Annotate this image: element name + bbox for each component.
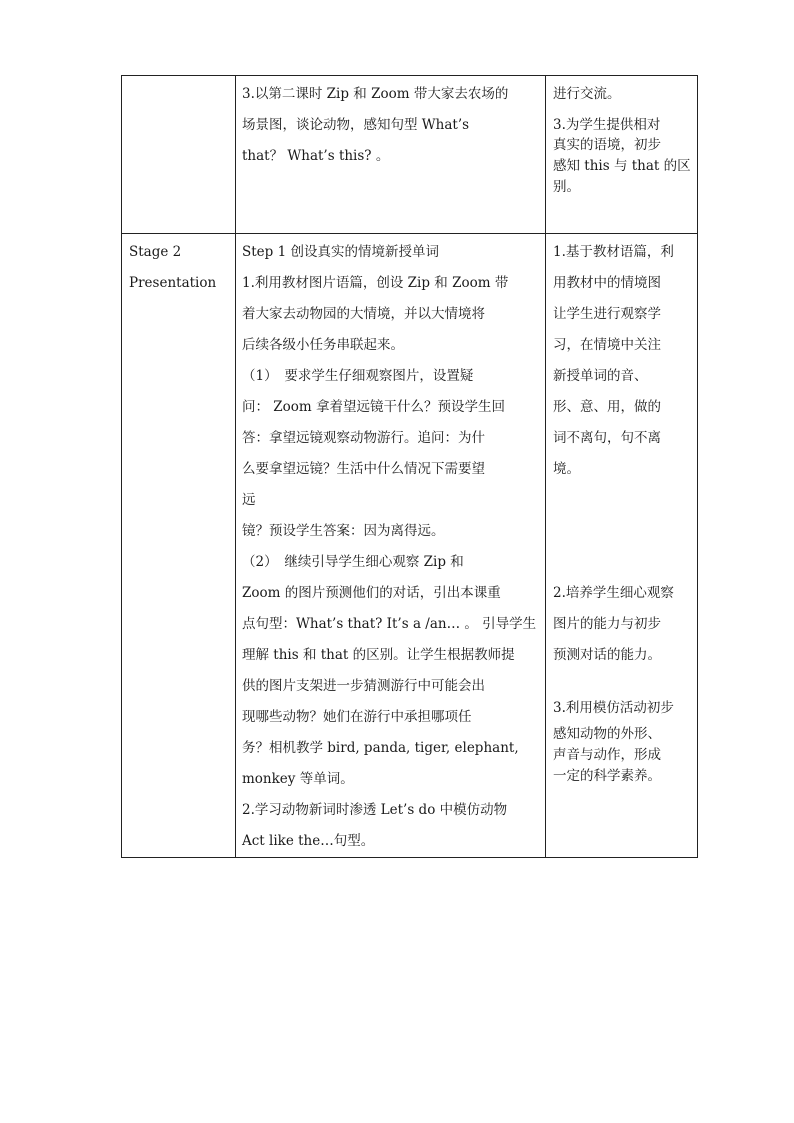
process-line: （1） 要求学生仔细观察图片，设置疑 xyxy=(242,368,474,384)
process-line: 问： Zoom 拿着望远镜干什么？预设学生回 xyxy=(242,399,506,415)
purpose-line: 预测对话的能力。 xyxy=(553,647,661,663)
purpose-line: 2.培养学生细心观察 xyxy=(553,585,674,601)
process-line: 答：拿望远镜观察动物游行。追问：为什 xyxy=(242,430,485,446)
process-line: 场景图，谈论动物，感知句型 What’s xyxy=(242,117,470,133)
purpose-line: 图片的能力与初步 xyxy=(553,616,661,632)
purpose-line: 习，在情境中关注 xyxy=(553,337,661,353)
process-line: 么要拿望远镜？生活中什么情况下需要望 xyxy=(242,461,485,477)
table-row xyxy=(122,234,698,858)
table-row xyxy=(122,76,698,234)
purpose-cell xyxy=(546,76,698,234)
purpose-line: 真实的语境，初步 xyxy=(553,137,661,153)
process-line: 镜？预设学生答案：因为离得远。 xyxy=(242,523,445,539)
process-line: 着大家去动物园的大情境，并以大情境将 xyxy=(242,306,485,322)
stage-cell xyxy=(122,76,236,234)
process-line: 远 xyxy=(242,492,256,508)
purpose-line: 别。 xyxy=(553,179,580,195)
process-line: 现哪些动物？她们在游行中承担哪项任 xyxy=(242,709,472,725)
process-cell xyxy=(236,234,546,858)
purpose-line: 让学生进行观察学 xyxy=(553,306,661,322)
process-line: 后续各级小任务串联起来。 xyxy=(242,337,404,353)
purpose-line: 3.利用模仿活动初步 xyxy=(553,700,674,716)
purpose-line: 新授单词的音、 xyxy=(553,368,648,384)
purpose-line: 1.基于教材语篇，利 xyxy=(553,244,674,260)
purpose-line: 用教材中的情境图 xyxy=(553,275,661,291)
purpose-line: 声音与动作，形成 xyxy=(553,747,661,763)
process-line: 3.以第二课时 Zip 和 Zoom 带大家去农场的 xyxy=(242,86,509,102)
process-cell xyxy=(236,76,546,234)
process-line: 1.利用教材图片语篇，创设 Zip 和 Zoom 带 xyxy=(242,275,509,291)
purpose-line: 形、意、用，做的 xyxy=(553,399,661,415)
stage-label: Stage 2 xyxy=(129,244,182,260)
stage-cell xyxy=(122,234,236,858)
purpose-line: 感知 this 与 that 的区 xyxy=(553,158,691,174)
purpose-line: 词不离句，句不离 xyxy=(553,430,661,446)
process-line: Zoom 的图片预测他们的对话，引出本课重 xyxy=(242,585,501,601)
process-line: 2.学习动物新词时渗透 Let’s do 中模仿动物 xyxy=(242,802,508,818)
process-line: monkey 等单词。 xyxy=(242,771,354,787)
process-line: Act like the…句型。 xyxy=(242,833,375,849)
process-line: （2） 继续引导学生细心观察 Zip 和 xyxy=(242,554,464,570)
process-line: 务？相机教学 bird, panda, tiger, elephant, xyxy=(242,740,519,756)
process-line: that？ What’s this? 。 xyxy=(242,148,390,164)
purpose-line: 感知动物的外形、 xyxy=(553,726,661,742)
purpose-cell xyxy=(546,234,698,858)
purpose-line: 进行交流。 xyxy=(553,86,621,102)
lesson-plan-table xyxy=(121,75,698,858)
process-line: 点句型：What’s that? It’s a /an… 。 引导学生 xyxy=(242,616,537,632)
process-line: 供的图片支架进一步猜测游行中可能会出 xyxy=(242,678,485,694)
purpose-line: 境。 xyxy=(553,461,580,477)
process-line: 理解 this 和 that 的区别。让学生根据教师提 xyxy=(242,647,515,663)
process-line: Step 1 创设真实的情境新授单词 xyxy=(242,244,439,260)
purpose-line: 3.为学生提供相对 xyxy=(553,117,661,133)
purpose-line: 一定的科学素养。 xyxy=(553,768,661,784)
stage-name: Presentation xyxy=(129,275,217,291)
